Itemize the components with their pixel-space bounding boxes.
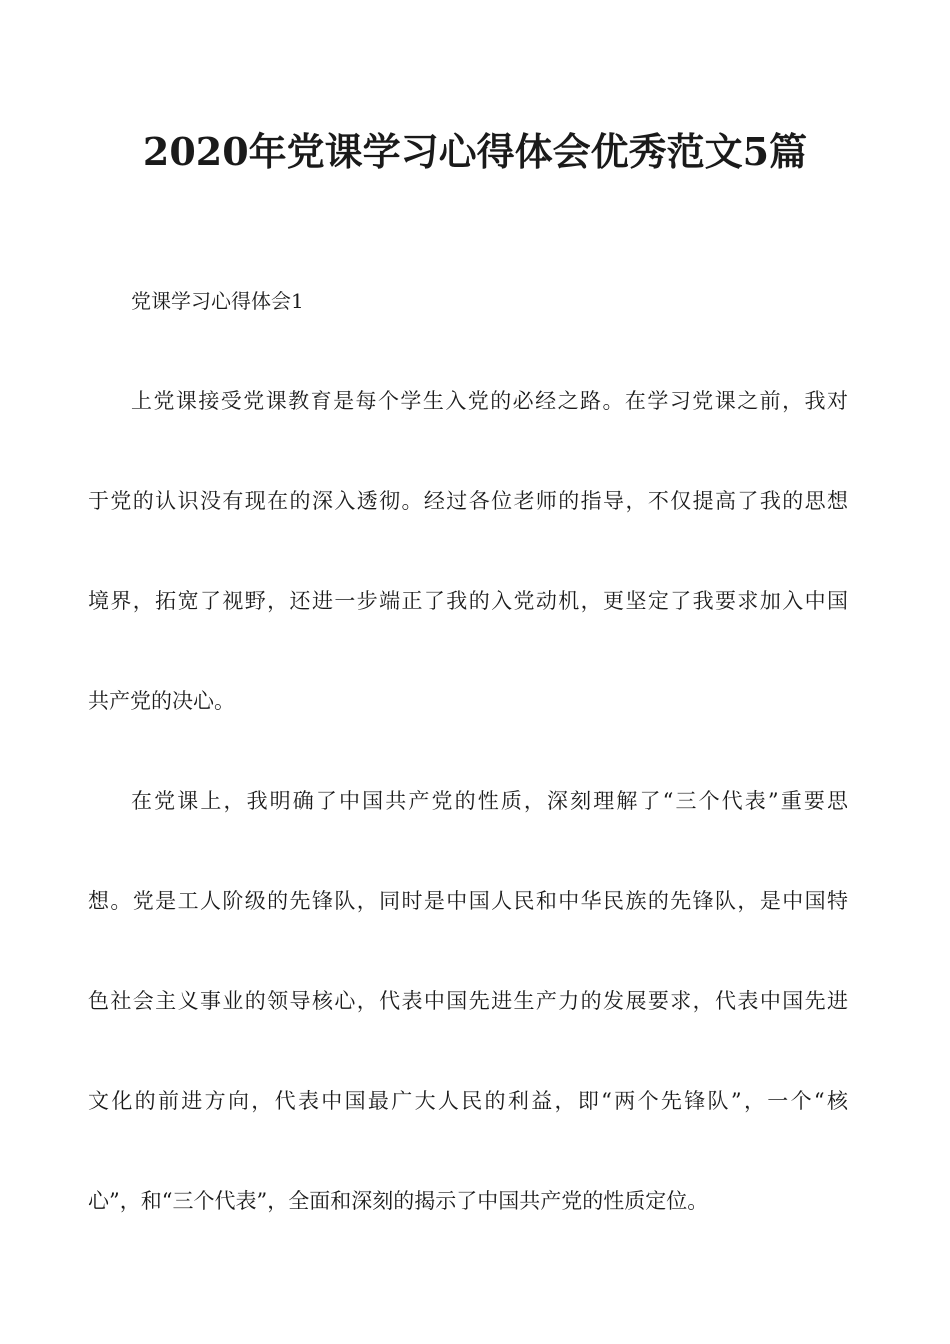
paragraph-line: 共产党的决心。 [88, 689, 235, 713]
paragraph-line: 心”，和“三个代表”，全面和深刻的揭示了中国共产党的性质定位。 [88, 1189, 709, 1213]
paragraph-line: 在党课上，我明确了中国共产党的性质，深刻理解了“三个代表”重要思 [131, 789, 848, 813]
paragraph-line: 色社会主义事业的领导核心，代表中国先进生产力的发展要求，代表中国先进 [88, 989, 848, 1013]
document-title: 2020年党课学习心得体会优秀范文5篇 [142, 129, 808, 174]
paragraph-line: 文化的前进方向，代表中国最广大人民的利益，即“两个先锋队”，一个“核 [88, 1089, 848, 1113]
section-heading: 党课学习心得体会1 [131, 289, 304, 313]
paragraph-1 [88, 376, 848, 726]
paragraph-2 [88, 776, 848, 1226]
document-body [88, 276, 848, 1226]
paragraph-line: 于党的认识没有现在的深入透彻。经过各位老师的指导，不仅提高了我的思想 [88, 489, 848, 513]
paragraph-line: 上党课接受党课教育是每个学生入党的必经之路。在学习党课之前，我对 [131, 389, 848, 413]
paragraph-line: 境界，拓宽了视野，还进一步端正了我的入党动机，更坚定了我要求加入中国 [88, 589, 848, 613]
paragraph-line: 想。党是工人阶级的先锋队，同时是中国人民和中华民族的先锋队，是中国特 [88, 889, 848, 913]
